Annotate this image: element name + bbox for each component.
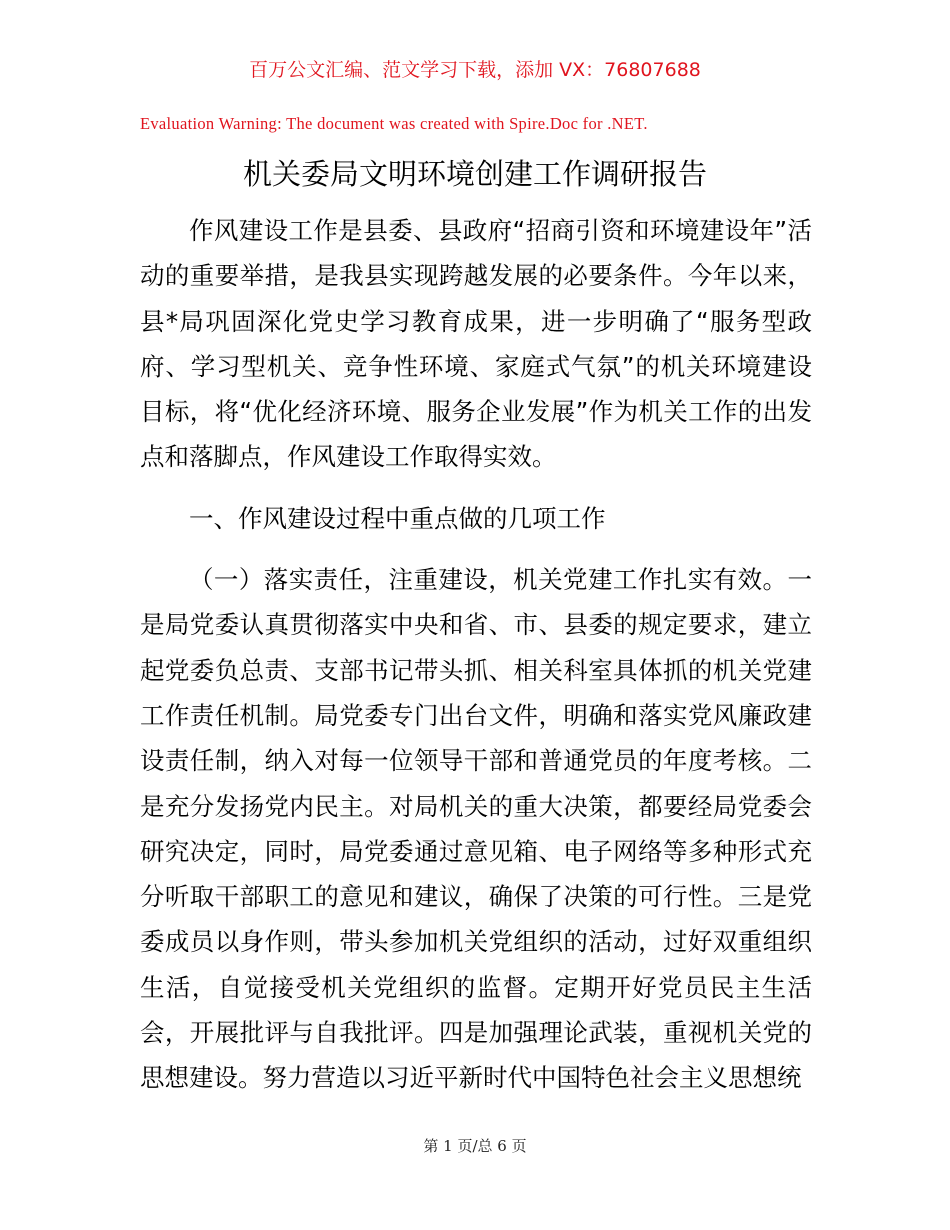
section-heading: 一、作风建设过程中重点做的几项工作 <box>189 503 606 533</box>
intro-paragraph: 作风建设工作是县委、县政府“招商引资和环境建设年”活动的重要举措，是我县实现跨越发展的必要条件。今年以来，县*局巩固深化党史学习教育成果，进一步明确了“服务型政府、学习型机关、竞争性环境、家庭式气氛”的机关环境建设目标，将“优化经济环境、服务企业发展”作为机关工作的出发点和落脚点，作风建设工作取得实效。 <box>140 216 812 472</box>
promo-header: 百万公文汇编、范文学习下载，添加 VX：76807688 <box>249 59 701 81</box>
document-body <box>140 208 812 1101</box>
page-number-footer: 第 1 页/总 6 页 <box>423 1137 527 1155</box>
evaluation-warning: Evaluation Warning: The document was created with Spire.Doc for .NET. <box>140 114 648 133</box>
document-title: 机关委局文明环境创建工作调研报告 <box>242 157 707 191</box>
section-paragraph: （一）落实责任，注重建设，机关党建工作扎实有效。一是局党委认真贯彻落实中央和省、市、县委的规定要求，建立起党委负总责、支部书记带头抓、相关科室具体抓的机关党建工作责任机制。局党委专门出台文件，明确和落实党风廉政建设责任制，纳入对每一位领导干部和普通党员的年度考核。二是充分发扬党内民主。对局机关的重大决策，都要经局党委会研究决定，同时，局党委通过意见箱、电子网络等多种形式充分听取干部职工的意见和建议，确保了决策的可行性。三是党委成员以身作则，带头参加机关党组织的活动，过好双重组织生活，自觉接受机关党组织的监督。定期开好党员民主生活会，开展批评与自我批评。四是加强理论武装，重视机关党的思想建设。努力营造以习近平新时代中国特色社会主义思想统 <box>140 565 812 1093</box>
